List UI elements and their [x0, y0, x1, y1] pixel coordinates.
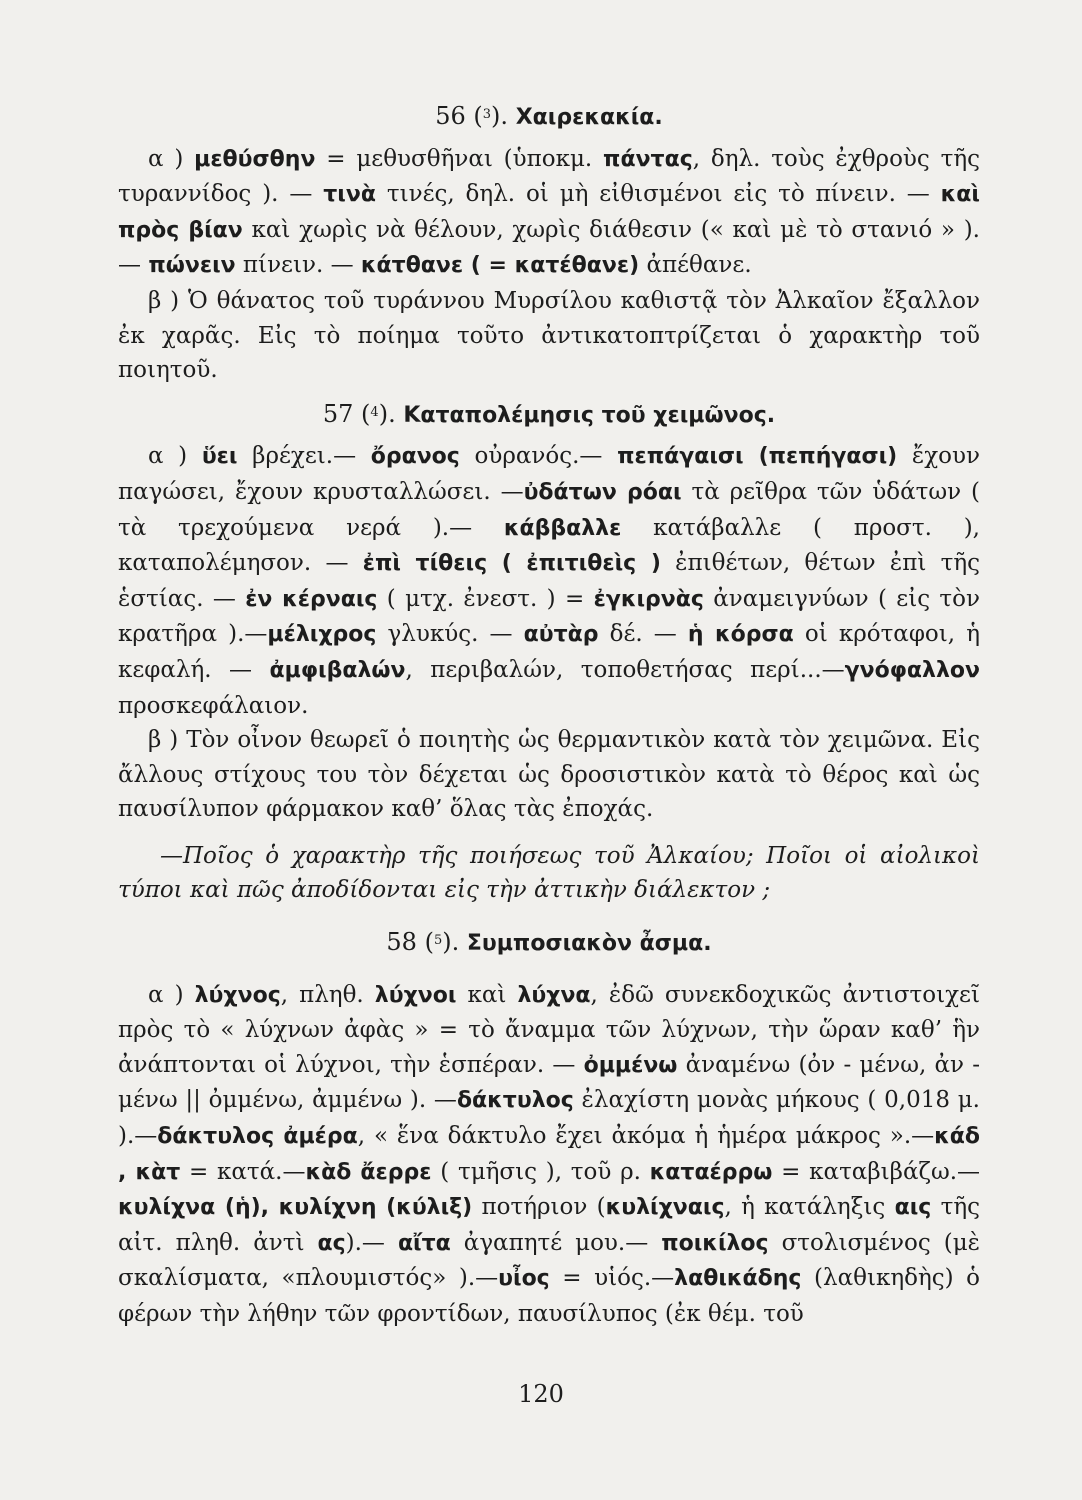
lemma-term: πώνειν	[148, 253, 236, 279]
lemma-term: ὄρανος	[370, 444, 460, 470]
gloss-text: ἀναμένω (ὀν - μένω, ἀν - μένω || ὀμμένω, ἀμμένω ). —	[118, 1051, 980, 1114]
section-heading-57: 57 ($^4$). Καταπολέμησις τοῦ χειμῶνος.	[322, 399, 776, 428]
gloss-text: ( τμῆσις ), τοῦ ρ.	[431, 1158, 650, 1185]
lemma-term: μεθύσθην	[194, 146, 316, 172]
section-title: Καταπολέμησις τοῦ χειμῶνος.	[403, 402, 776, 428]
gloss-text: προσκεφάλαιον.	[118, 692, 309, 719]
lemma-term: λαθικάδης	[674, 1266, 802, 1292]
lemma-term: κυλίχναις	[605, 1195, 725, 1221]
gloss-text: πίνειν. —	[235, 252, 361, 279]
lemma-term: αις	[894, 1195, 932, 1221]
gloss-text: γλυκύς. —	[376, 621, 524, 648]
gloss-text: = υἱός.—	[549, 1265, 675, 1292]
section-heading-56: 56 ($^3$). Χαιρεκακία.	[435, 102, 663, 130]
section-heading-58: 58 ($^5$). Συμποσιακὸν ἆσμα.	[386, 928, 712, 957]
lemma-term: δάκτυλος ἀμέρα	[157, 1124, 358, 1150]
page-body	[118, 98, 980, 1332]
lemma-term: ἐπὶ τίθεις ( ἐπιτιθεὶς )	[362, 551, 661, 577]
gloss-text: , ἐδῶ συνεκδοχικῶς ἀντιστοιχεῖ πρὸς τὸ « λύχνων ἀφὰς » = τὸ ἄναμμα τῶν λύχνων, τὴν ὥραν καθ’ ἣν ἀνάπτονται οἱ λύχνοι, τὴν ἑσπέραν. —	[118, 981, 980, 1078]
lemma-term: ποικίλος	[661, 1230, 769, 1256]
lemma-term: ἀμφιβαλών	[269, 657, 406, 683]
gloss-text: = μεθυσθῆναι (ὑποκμ.	[315, 145, 604, 172]
lemma-term: αὐτὰρ	[523, 622, 599, 648]
gloss-text: βρέχει.—	[237, 443, 371, 470]
gloss-text: β ) Τὸν οἶνον θεωρεῖ ὁ ποιητὴς ὡς θερμαντικὸν κατὰ τὸν χειμῶνα. Εἰς ἄλλους στίχους του τὸν δέχεται ὡς δροσιστικὸν κατὰ τὸ θέρος καὶ ὡς παυσίλυπον φάρμακον καθ’ ὅλας τὰς ἐποχάς.	[118, 727, 980, 823]
gloss-text: ἀγαπητέ μου.—	[450, 1229, 662, 1256]
gloss-text: τινές, δηλ. οἱ μὴ εἰθισμένοι εἰς τὸ πίνειν. —	[375, 181, 941, 208]
paragraph	[118, 439, 980, 723]
gloss-text: , ἡ κατάληξις	[724, 1194, 895, 1221]
lemma-term: πάντας	[603, 146, 693, 172]
lemma-term: γνόφαλλον	[844, 657, 980, 683]
gloss-text: , « ἕνα δάκτυλο ἔχει ἀκόμα ἡ ἡμέρα μάκρος ».—	[357, 1123, 935, 1150]
paragraph	[118, 723, 980, 827]
gloss-text: τὰ ρεῖθρα τῶν ὑδάτων ( τὰ τρεχούμενα νερά ).—	[118, 478, 980, 541]
gloss-text: (λαθικηδὴς) ὁ φέρων τὴν λήθην τῶν φροντίδων, παυσίλυπος (ἐκ θέμ. τοῦ	[118, 1265, 981, 1327]
lemma-term: καὶ πρὸς βίαν	[118, 182, 980, 243]
gloss-text: ).—	[345, 1229, 398, 1256]
page-number: 120	[518, 1380, 564, 1408]
lemma-term: μέλιχρος	[267, 622, 377, 648]
gloss-text: καὶ χωρὶς νὰ θέλουν, χωρὶς διάθεσιν (« καὶ μὲ τὸ στανιό » ). —	[118, 216, 980, 279]
lemma-term: λύχνα	[517, 982, 591, 1008]
lemma-term: ας	[317, 1230, 346, 1256]
lemma-term: κάτθανε ( = κατέθανε)	[360, 253, 640, 279]
paragraph	[118, 142, 980, 284]
section-title: Συμποσιακὸν ἆσμα.	[466, 931, 712, 957]
lemma-term: ὕει	[201, 444, 238, 470]
gloss-text: δέ. —	[598, 621, 688, 648]
gloss-text: στολισμένος (μὲ σκαλίσματα, «πλουμιστός» ).—	[118, 1229, 980, 1292]
paragraph	[118, 284, 980, 388]
gloss-text: καὶ	[456, 981, 518, 1008]
gloss-text: , περιβαλών, τοποθετήσας περί...—	[405, 656, 845, 683]
lemma-term: ὐδάτων ρόαι	[523, 479, 682, 505]
lemma-term: υἶος	[498, 1266, 550, 1292]
paragraph	[118, 978, 980, 1332]
section-title: Χαιρεκακία.	[515, 105, 663, 130]
gloss-text: ποτήριον (	[472, 1194, 606, 1221]
gloss-text: οὐρανός.—	[459, 443, 618, 470]
gloss-text: κατάβαλλε ( προστ. ), καταπολέμησον. —	[118, 514, 980, 577]
lemma-term: ἐγκιρνὰς	[593, 586, 704, 612]
lemma-term: λύχνοι	[374, 982, 457, 1008]
gloss-text: α )	[148, 145, 195, 172]
gloss-text: οἱ κρόταφοι, ἡ κεφαλή. —	[118, 621, 980, 683]
lemma-term: καταέρρω	[649, 1159, 773, 1185]
lemma-term: ὀμμένω	[583, 1052, 678, 1078]
lemma-term: αἴτα	[397, 1230, 451, 1256]
gloss-text: ἐλαχίστη μονὰς μήκους ( 0,018 μ. ).—	[118, 1087, 980, 1150]
lemma-term: ἡ κόρσα	[687, 622, 794, 648]
lemma-term: κάδ , κὰτ	[118, 1124, 980, 1185]
gloss-text: ἐπιθέτων, θέτων ἐπὶ τῆς ἑστίας. —	[118, 550, 981, 612]
lemma-term: τινὰ	[323, 182, 376, 208]
lemma-term: κάββαλλε	[503, 515, 622, 541]
lemma-term: κυλίχνα (ἡ), κυλίχνη (κύλιξ)	[118, 1195, 473, 1221]
gloss-text: = καταβιβάζω.—	[772, 1158, 981, 1185]
gloss-text: ἀναμειγνύων ( εἰς τὸν κρατῆρα ).—	[118, 585, 980, 648]
gloss-text: ἔχουν παγώσει, ἔχουν κρυσταλλώσει. —	[118, 443, 980, 505]
gloss-text: α )	[148, 981, 195, 1008]
gloss-text: , δηλ. τοὺς ἐχθροὺς τῆς τυραννίδος ). —	[118, 145, 980, 208]
lemma-term: πεπάγαισι (πεπήγασι)	[617, 444, 898, 470]
gloss-text: ἀπέθανε.	[639, 252, 752, 279]
lemma-term: δάκτυλος	[456, 1088, 574, 1114]
gloss-text: β ) Ὁ θάνατος τοῦ τυράννου Μυρσίλου καθιστᾷ τὸν Ἀλκαῖον ἔξαλλον ἐκ χαρᾶς. Εἰς τὸ ποίημα τοῦτο ἀντικατοπτρίζεται ὁ χαρακτὴρ τοῦ ποιητοῦ.	[118, 287, 980, 384]
gloss-text: , πληθ.	[280, 981, 375, 1008]
study-question: —Ποῖος ὁ χαρακτὴρ τῆς ποιήσεως τοῦ Ἀλκαίου; Ποῖοι οἱ αἰολικοὶ τύποι καὶ πῶς ἀποδίδονται εἰς τὴν ἀττικὴν διάλεκτον ;	[118, 842, 980, 904]
gloss-text: τῆς αἰτ. πληθ. ἀντὶ	[118, 1194, 980, 1256]
lemma-term: λύχνος	[194, 982, 281, 1008]
gloss-text: α )	[148, 443, 202, 470]
gloss-text: = κατά.—	[180, 1158, 306, 1185]
lemma-term: ἐν κέρναις	[245, 586, 378, 612]
gloss-text: ( μτχ. ἐνεστ. ) =	[377, 585, 594, 612]
lemma-term: κὰδ ἄερρε	[305, 1159, 432, 1185]
